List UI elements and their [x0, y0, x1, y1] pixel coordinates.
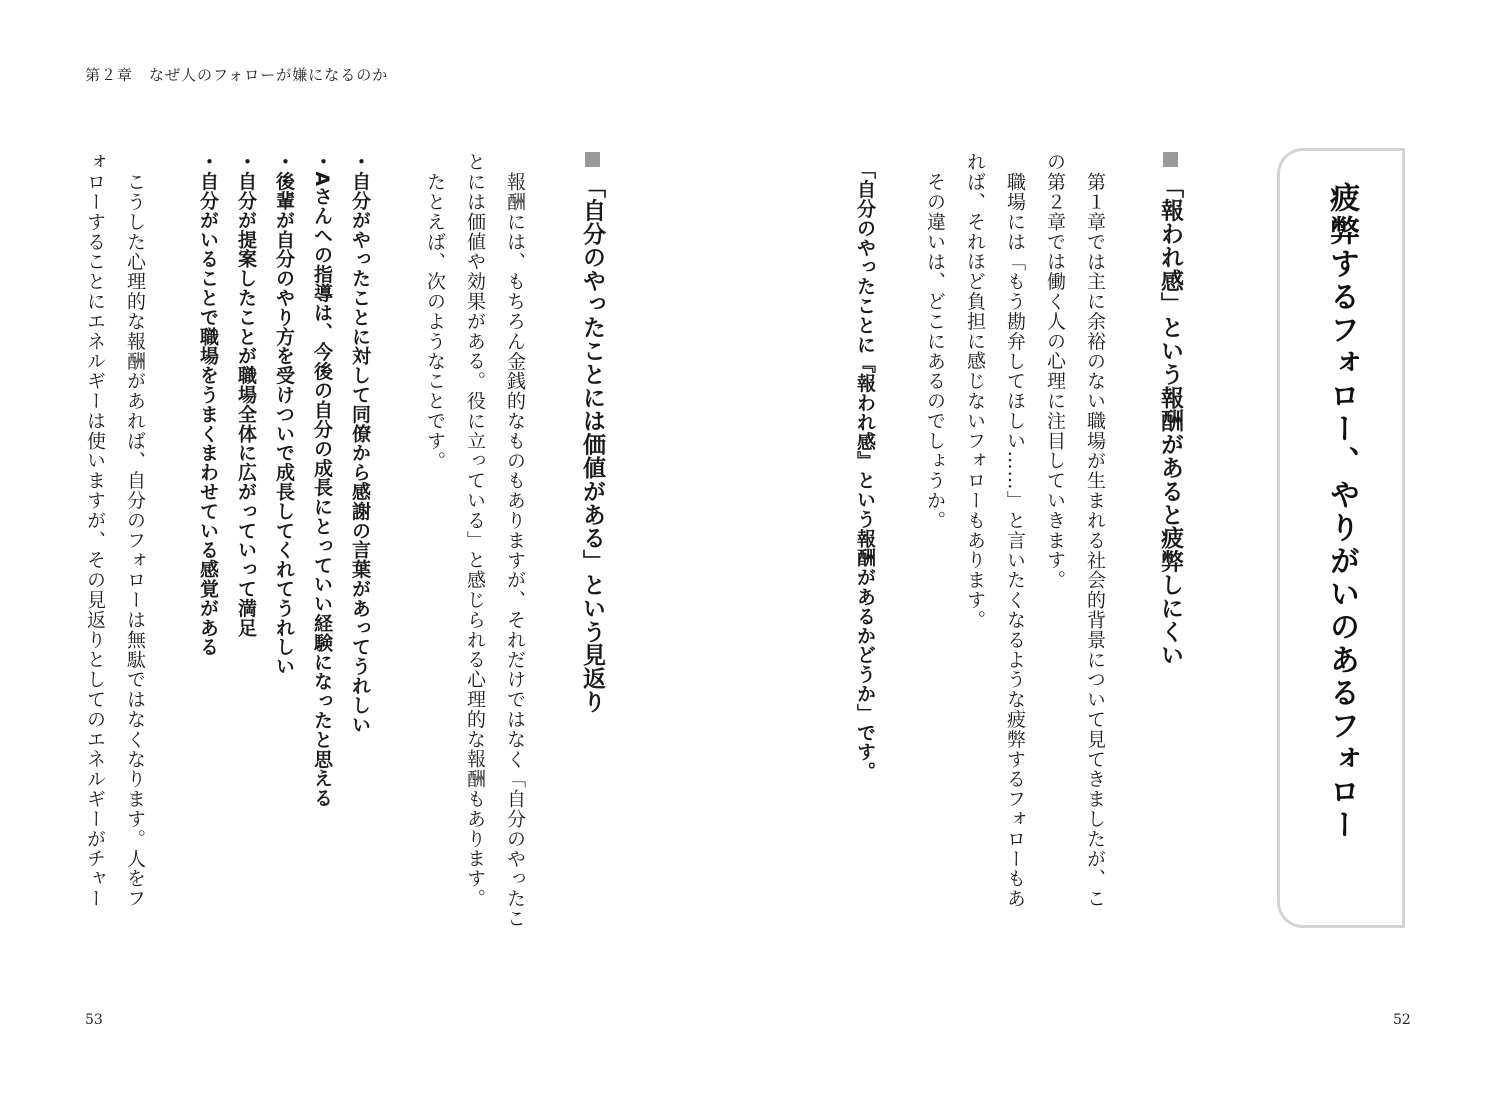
paragraph-line: こうした心理的な報酬があれば、自分のフォローは無駄ではなくなります。人をフ — [124, 172, 146, 909]
bullet-item: ・自分が提案したことが職場全体に広がっていって満足 — [235, 152, 257, 637]
paragraph-line: とには価値や効果がある。役に立っている」と感じられる心理的な報酬もあります。 — [464, 152, 486, 909]
section-heading-2: 「自分のやったことには価値がある」という見返り — [572, 152, 612, 713]
bullet-item: ・自分がやったことに対して同僚から感謝の言葉があってうれしい — [349, 152, 371, 734]
paragraph-line: たとえば、次のようなことです。 — [424, 172, 446, 471]
paragraph-line: その違いは、どこにあるのでしょうか。 — [924, 172, 946, 531]
paragraph-line: 職場には「もう勘弁してほしい……」と言いたくなるような疲弊するフォローもあ — [1004, 172, 1026, 909]
paragraph-line: 報酬には、もちろん金銭的なものもありますが、それだけではなく「自分のやったこ — [504, 172, 526, 929]
paragraph-line: 第１章では主に余裕のない職場が生まれる社会的背景について見てきましたが、こ — [1084, 172, 1106, 909]
paragraph-line: ォローすることにエネルギーは使いますが、その見返りとしてのエネルギーがチャー — [84, 152, 106, 909]
bullet-item: ・Aさんへの指導は、今後の自分の成長にとっていい経験になったと思える — [311, 152, 333, 808]
emphasis-statement: 「自分のやったことに『報われ感』という報酬があるかどうか」です。 — [854, 160, 876, 781]
bullet-item: ・後輩が自分のやり方を受けついで成長してくれてうれしい — [273, 152, 295, 676]
page-number-right: 52 — [1393, 1012, 1411, 1028]
square-bullet-icon — [1163, 152, 1178, 167]
title-box-edge — [1402, 148, 1405, 928]
square-bullet-icon — [585, 152, 600, 167]
paragraph-line: れば、それほど負担に感じないフォローもあります。 — [964, 152, 986, 630]
bullet-item: ・自分がいることで職場をうまくまわせている感覚がある — [197, 152, 219, 657]
chapter-section-title: 疲弊するフォロー、やりがいのあるフォロー — [1324, 182, 1359, 842]
page-number-left: 53 — [85, 1012, 103, 1028]
running-head: 第２章 なぜ人のフォローが嫌になるのか — [85, 66, 389, 84]
paragraph-line: の第２章では働く人の心理に注目していきます。 — [1044, 152, 1066, 590]
section-heading-1: 「報われ感」という報酬があると疲弊しにくい — [1150, 152, 1190, 666]
